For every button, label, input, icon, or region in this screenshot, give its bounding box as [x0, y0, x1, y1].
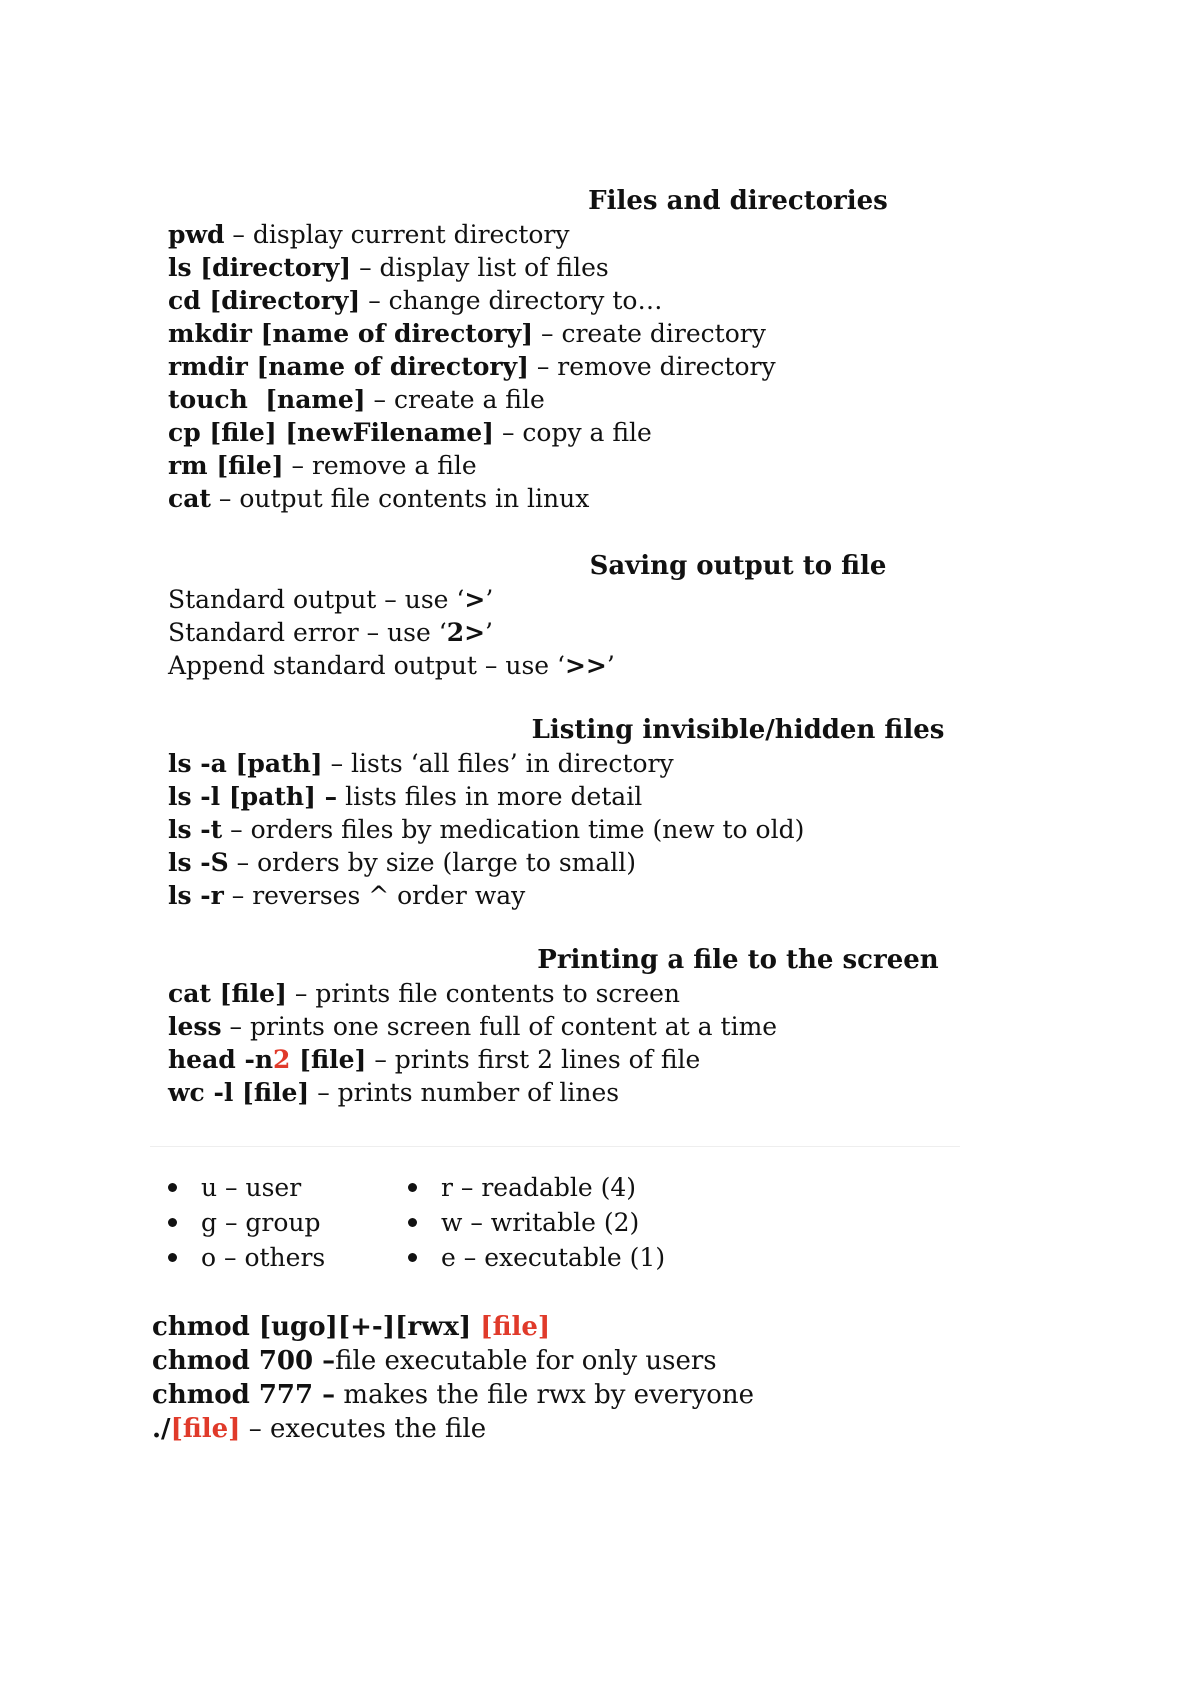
list-item — [168, 583, 615, 616]
description: – copy a file — [494, 418, 652, 447]
list-item — [408, 1170, 665, 1205]
description: – display list of files — [351, 253, 609, 282]
operator: >> — [564, 651, 607, 680]
command-highlight: 2 — [273, 1045, 291, 1074]
description: – reverses ^ order way — [223, 881, 526, 910]
quote-mark: ’ — [606, 651, 615, 680]
command: [file] — [290, 1045, 367, 1074]
description: – create a file — [365, 385, 545, 414]
bullet-text: o – others — [201, 1243, 326, 1272]
command: ls -r — [168, 881, 224, 910]
command: mkdir [name of directory] — [168, 319, 534, 348]
bullet-icon — [408, 1183, 417, 1192]
saving-list — [168, 583, 615, 682]
description: – orders by size (large to small) — [228, 848, 637, 877]
command: ls -a [path] — [168, 749, 323, 778]
operator: 2> — [446, 618, 486, 647]
command: ls -S — [168, 848, 229, 877]
list-item — [168, 747, 804, 780]
list-item — [168, 1170, 325, 1205]
command: less — [168, 1012, 222, 1041]
list-item — [152, 1344, 754, 1378]
list-item — [168, 813, 804, 846]
command: wc -l [file] — [168, 1078, 310, 1107]
list-item — [152, 1310, 754, 1344]
list-item — [168, 416, 776, 449]
list-item — [168, 350, 776, 383]
description: – change directory to… — [360, 286, 663, 315]
description: – create directory — [533, 319, 766, 348]
command: chmod [ugo][+-][rwx] — [152, 1312, 481, 1342]
command: cat — [168, 484, 211, 513]
description: Standard error – use ‘ — [168, 618, 447, 647]
list-item — [152, 1378, 754, 1412]
description: – prints file contents to screen — [286, 979, 681, 1008]
list-item — [168, 218, 776, 251]
bullet-icon — [408, 1253, 417, 1262]
list-item — [168, 449, 776, 482]
list-item — [168, 383, 776, 416]
list-item — [168, 616, 615, 649]
description: – prints first 2 lines of file — [366, 1045, 701, 1074]
description: file executable for only users — [335, 1346, 717, 1376]
command: head -n — [168, 1045, 274, 1074]
bullet-icon — [408, 1218, 417, 1227]
description: – executes the file — [240, 1414, 487, 1444]
quote-mark: ’ — [485, 585, 494, 614]
hidden-list — [168, 747, 804, 912]
saving-heading: Saving output to file — [589, 551, 887, 581]
bullet-text: r – readable (4) — [441, 1173, 637, 1202]
description: Standard output – use ‘ — [168, 585, 465, 614]
command: rm [file] — [168, 451, 284, 480]
command: cd [directory] — [168, 286, 361, 315]
bullet-icon — [168, 1253, 177, 1262]
command-highlight: [file] — [480, 1312, 551, 1342]
divider — [150, 1146, 960, 1147]
bullet-text: g – group — [201, 1208, 321, 1237]
list-item — [168, 780, 804, 813]
description: – prints number of lines — [309, 1078, 620, 1107]
list-item — [168, 846, 804, 879]
command: touch [name] — [168, 385, 366, 414]
description: – display current directory — [224, 220, 570, 249]
who-column — [168, 1170, 325, 1275]
bullet-icon — [168, 1183, 177, 1192]
description: – remove directory — [528, 352, 776, 381]
description: – output file contents in linux — [210, 484, 590, 513]
command: ./ — [152, 1414, 171, 1444]
description: lists files in more detail — [337, 782, 643, 811]
list-item — [152, 1412, 754, 1446]
list-item — [168, 284, 776, 317]
list-item — [168, 482, 776, 515]
files-heading: Files and directories — [588, 186, 888, 216]
modes-column — [408, 1170, 665, 1275]
command: chmod 777 – — [152, 1380, 336, 1410]
list-item — [168, 649, 615, 682]
list-item — [408, 1205, 665, 1240]
command: rmdir [name of directory] — [168, 352, 529, 381]
list-item — [168, 879, 804, 912]
command: cat [file] — [168, 979, 287, 1008]
operator: > — [464, 585, 486, 614]
bullet-text: e – executable (1) — [441, 1243, 666, 1272]
list-item — [168, 1010, 777, 1043]
list-item — [168, 317, 776, 350]
list-item — [168, 1076, 777, 1109]
list-item — [168, 1240, 325, 1275]
bullet-text: w – writable (2) — [441, 1208, 640, 1237]
command: pwd — [168, 220, 225, 249]
printing-heading: Printing a file to the screen — [537, 945, 939, 975]
list-item — [168, 1043, 777, 1076]
description: – remove a file — [283, 451, 477, 480]
command-highlight: [file] — [170, 1414, 241, 1444]
description: – orders files by medication time (new to old) — [222, 815, 805, 844]
description: – lists ‘all files’ in directory — [322, 749, 674, 778]
command: cp [file] [newFilename] — [168, 418, 494, 447]
bullet-text: u – user — [201, 1173, 302, 1202]
command: ls -l [path] – — [168, 782, 338, 811]
list-item — [168, 251, 776, 284]
bullet-icon — [168, 1218, 177, 1227]
chmod-section — [152, 1310, 754, 1446]
list-item — [168, 977, 777, 1010]
list-item — [408, 1240, 665, 1275]
description: makes the file rwx by everyone — [335, 1380, 755, 1410]
hidden-heading: Listing invisible/hidden files — [531, 715, 945, 745]
command: ls [directory] — [168, 253, 352, 282]
command: ls -t — [168, 815, 223, 844]
files-list — [168, 218, 776, 515]
description: – prints one screen full of content at a time — [221, 1012, 778, 1041]
quote-mark: ’ — [485, 618, 493, 647]
list-item — [168, 1205, 325, 1240]
command: chmod 700 – — [152, 1346, 336, 1376]
printing-list — [168, 977, 777, 1109]
description: Append standard output – use ‘ — [168, 651, 565, 680]
